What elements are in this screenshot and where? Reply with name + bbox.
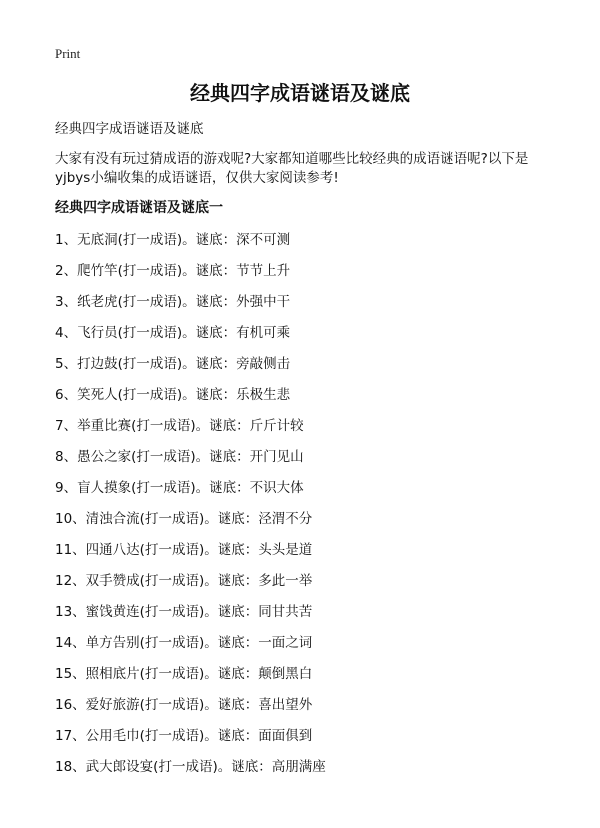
- riddle-item-14: 14、单方告别(打一成语)。谜底：一面之词: [55, 635, 313, 651]
- riddle-item-2: 2、爬竹竿(打一成语)。谜底：节节上升: [55, 263, 291, 279]
- section-heading: 经典四字成语谜语及谜底一: [55, 200, 223, 216]
- riddle-item-17: 17、公用毛巾(打一成语)。谜底：面面俱到: [55, 728, 313, 744]
- riddle-item-4: 4、飞行员(打一成语)。谜底：有机可乘: [55, 325, 291, 341]
- riddle-item-13: 13、蜜饯黄连(打一成语)。谜底：同甘共苦: [55, 604, 313, 620]
- document-subtitle: 经典四字成语谜语及谜底: [55, 121, 204, 137]
- page-title: 经典四字成语谜语及谜底: [190, 81, 410, 105]
- riddle-item-16: 16、爱好旅游(打一成语)。谜底：喜出望外: [55, 697, 313, 713]
- riddle-list: [55, 230, 326, 788]
- riddle-item-9: 9、盲人摸象(打一成语)。谜底：不识大体: [55, 480, 304, 496]
- riddle-item-18: 18、武大郎设宴(打一成语)。谜底：高朋满座: [55, 759, 326, 775]
- riddle-item-8: 8、愚公之家(打一成语)。谜底：开门见山: [55, 449, 304, 465]
- riddle-item-11: 11、四通八达(打一成语)。谜底：头头是道: [55, 542, 313, 558]
- riddle-item-1: 1、无底洞(打一成语)。谜底：深不可测: [55, 232, 291, 248]
- riddle-item-5: 5、打边鼓(打一成语)。谜底：旁敲侧击: [55, 356, 291, 372]
- riddle-item-10: 10、清浊合流(打一成语)。谜底：泾渭不分: [55, 511, 313, 527]
- riddle-item-7: 7、举重比赛(打一成语)。谜底：斤斤计较: [55, 418, 304, 434]
- riddle-item-15: 15、照相底片(打一成语)。谜底：颠倒黑白: [55, 666, 313, 682]
- riddle-item-6: 6、笑死人(打一成语)。谜底：乐极生悲: [55, 387, 291, 403]
- riddle-item-12: 12、双手赞成(打一成语)。谜底：多此一举: [55, 573, 313, 589]
- print-link[interactable]: Print: [55, 46, 81, 61]
- intro-paragraph: 大家有没有玩过猜成语的游戏呢?大家都知道哪些比较经典的成语谜语呢?以下是yjbys小编收集的成语谜语，仅供大家阅读参考!: [55, 151, 529, 186]
- riddle-item-3: 3、纸老虎(打一成语)。谜底：外强中干: [55, 294, 291, 310]
